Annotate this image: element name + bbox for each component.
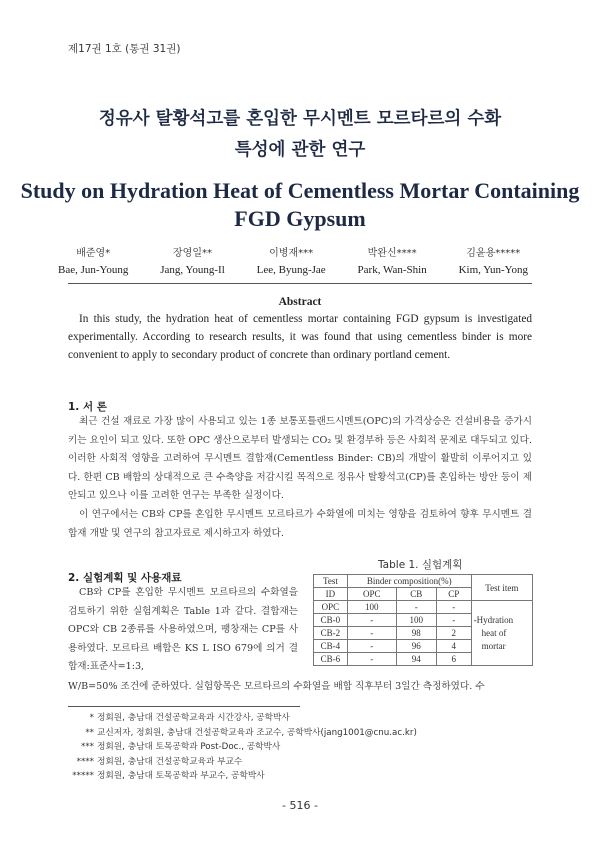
author <box>257 245 326 279</box>
table-cell: 4 <box>436 640 471 653</box>
footnote-mark: ***** <box>72 771 94 781</box>
table-caption: Table 1. 실험계획 <box>378 559 463 571</box>
section-heading-introduction: 1. 서 론 <box>68 401 107 413</box>
footnote-text: 정회원, 충남대 건설공학교육과 부교수 <box>97 756 243 767</box>
section-heading-experiment: 2. 실험계획 및 사용재료 <box>68 572 182 584</box>
footnote-text: 정회원, 충남대 건설공학교육과 시간강사, 공학박사 <box>97 713 290 723</box>
table-cell: CB-2 <box>314 627 348 640</box>
test-item-line: -Hydration <box>473 614 514 625</box>
table-cell: 100 <box>396 614 436 627</box>
test-item-cell <box>471 601 532 666</box>
table-cell: - <box>347 640 396 653</box>
experiment-body-full <box>68 678 532 697</box>
table-cell: CB-0 <box>314 614 348 627</box>
author <box>459 245 528 279</box>
introduction-body <box>68 413 532 543</box>
paragraph: W/B=50% 조건에 준하였다. 실험항목은 모르타르의 수화열을 배합 직후부터 3일간 측정하였다. 수 <box>68 681 485 692</box>
footnote-mark: *** <box>80 742 94 752</box>
table-cell: - <box>396 601 436 614</box>
table-cell: - <box>436 614 471 627</box>
title-english-line1: Study on Hydration Heat of Cementless Mortar Containing <box>20 178 580 203</box>
footnote-mark: ** <box>85 727 94 738</box>
table-header-cell: ID <box>314 588 348 601</box>
author <box>358 245 427 279</box>
test-item-line: heat of <box>481 627 507 638</box>
table-cell: 96 <box>396 640 436 653</box>
author-name-korean: 김윤용***** <box>466 248 521 259</box>
abstract-text: In this study, the hydration heat of cementless mortar containing FGD gypsum is investigated experimentally. According to research results, it was found that using cementless binder is more convenient to apply to secondary product of concrete than ordinary portland cement. <box>68 313 532 361</box>
author-name-korean: 이병재*** <box>269 248 314 259</box>
footnote-text: 교신저자, 정회원, 충남대 건설공학교육과 조교수, 공학박사(jang1001@cnu.ac.kr) <box>97 727 417 738</box>
table-cell: - <box>347 653 396 666</box>
table-header-cell: OPC <box>347 588 396 601</box>
experiment-body-column <box>68 584 298 677</box>
table-cell: 2 <box>436 627 471 640</box>
footnote-mark: * <box>89 713 94 723</box>
author <box>160 245 224 279</box>
footnote-text: 정회원, 충남대 토목공학과 부교수, 공학박사 <box>97 771 265 781</box>
table-cell: - <box>347 614 396 627</box>
table-cell: 94 <box>396 653 436 666</box>
table-cell: OPC <box>314 601 348 614</box>
table-header-cell: Test item <box>471 575 532 601</box>
abstract-heading: Abstract <box>278 296 322 308</box>
title-korean-line1: 정유사 탈황석고를 혼입한 무시멘트 모르타르의 수화 <box>98 109 502 129</box>
paragraph: CB와 CP를 혼입한 무시멘트 모르타르의 수화열을 검토하기 위한 실험계획은 Table 1과 같다. 결합재는 OPC와 CB 2종류를 사용하였으며, 팽창재는 CP를 사용하였다. 모르타르 배합은 KS L ISO 679에 의거 결합재:표준사=1:3, <box>68 587 298 673</box>
test-item-line: mortar <box>481 640 506 651</box>
table-header-cell: Test <box>314 575 348 588</box>
author-name-korean: 박완신**** <box>367 248 417 259</box>
footnotes <box>68 711 417 784</box>
title-english-line2: FGD Gypsum <box>234 206 366 231</box>
footnote <box>68 740 417 755</box>
footnote <box>68 711 417 726</box>
author-name-english: Lee, Byung-Jae <box>256 264 326 276</box>
table-cell: 98 <box>396 627 436 640</box>
author-name-korean: 배준영* <box>76 248 111 259</box>
table-header-cell: CP <box>436 588 471 601</box>
divider <box>68 283 532 284</box>
author-name-korean: 장영일** <box>173 248 212 259</box>
table-header-cell: CB <box>396 588 436 601</box>
footnote <box>68 755 417 770</box>
table-row <box>314 601 533 614</box>
footnote <box>68 726 417 741</box>
author-list <box>58 245 528 279</box>
title-korean-line2: 특성에 관한 연구 <box>234 140 366 160</box>
paragraph: 이 연구에서는 CB와 CP를 혼입한 무시멘트 모르타르가 수화열에 미치는 영향을 검토하여 향후 무시멘트 결합재 개발 및 연구의 참고자료로 제시하고자 하였다. <box>68 508 532 539</box>
table-cell: - <box>436 601 471 614</box>
table-cell: - <box>347 627 396 640</box>
journal-header: 제17권 1호 (통권 31권) <box>68 43 181 55</box>
table-cell: CB-6 <box>314 653 348 666</box>
author-name-english: Bae, Jun-Young <box>58 264 129 276</box>
footnote-mark: **** <box>76 756 94 767</box>
table-cell: 100 <box>347 601 396 614</box>
footnote <box>68 769 417 784</box>
author-name-english: Park, Wan-Shin <box>357 264 427 276</box>
footnote-divider <box>68 706 300 707</box>
page-number: - 516 - <box>282 799 318 812</box>
table-cell: CB-4 <box>314 640 348 653</box>
experiment-plan-table <box>313 574 533 666</box>
table-header-cell: Binder composition(%) <box>347 575 471 588</box>
footnote-text: 정회원, 충남대 토목공학과 Post-Doc., 공학박사 <box>97 742 281 752</box>
author <box>58 245 128 279</box>
paragraph: 최근 건설 재료로 가장 많이 사용되고 있는 1종 보통포틀랜드시멘트(OPC)의 가격상승은 건설비용을 증가시키는 요인이 되고 있다. 또한 OPC 생산으로부터 발생되는 CO₂ 및 환경부하 등은 사회적 문제로 대두되고 있다. 이러한 사회적 영향을 고려하여 무시멘트 결합재(Cementless Binder: CB)의 개발이 활발히 이루어지고 있다. 한편 CB 배합의 상대적으로 큰 수축양을 저감시킬 목적으로 정유사 탈황석고(CP)를 혼입하는 방안 등이 제안되고 있으나 이를 고려한 연구는 부족한 실정이다. <box>68 416 532 502</box>
author-name-english: Jang, Young-Il <box>160 264 225 276</box>
author-name-english: Kim, Yun-Yong <box>458 264 528 276</box>
table-cell: 6 <box>436 653 471 666</box>
